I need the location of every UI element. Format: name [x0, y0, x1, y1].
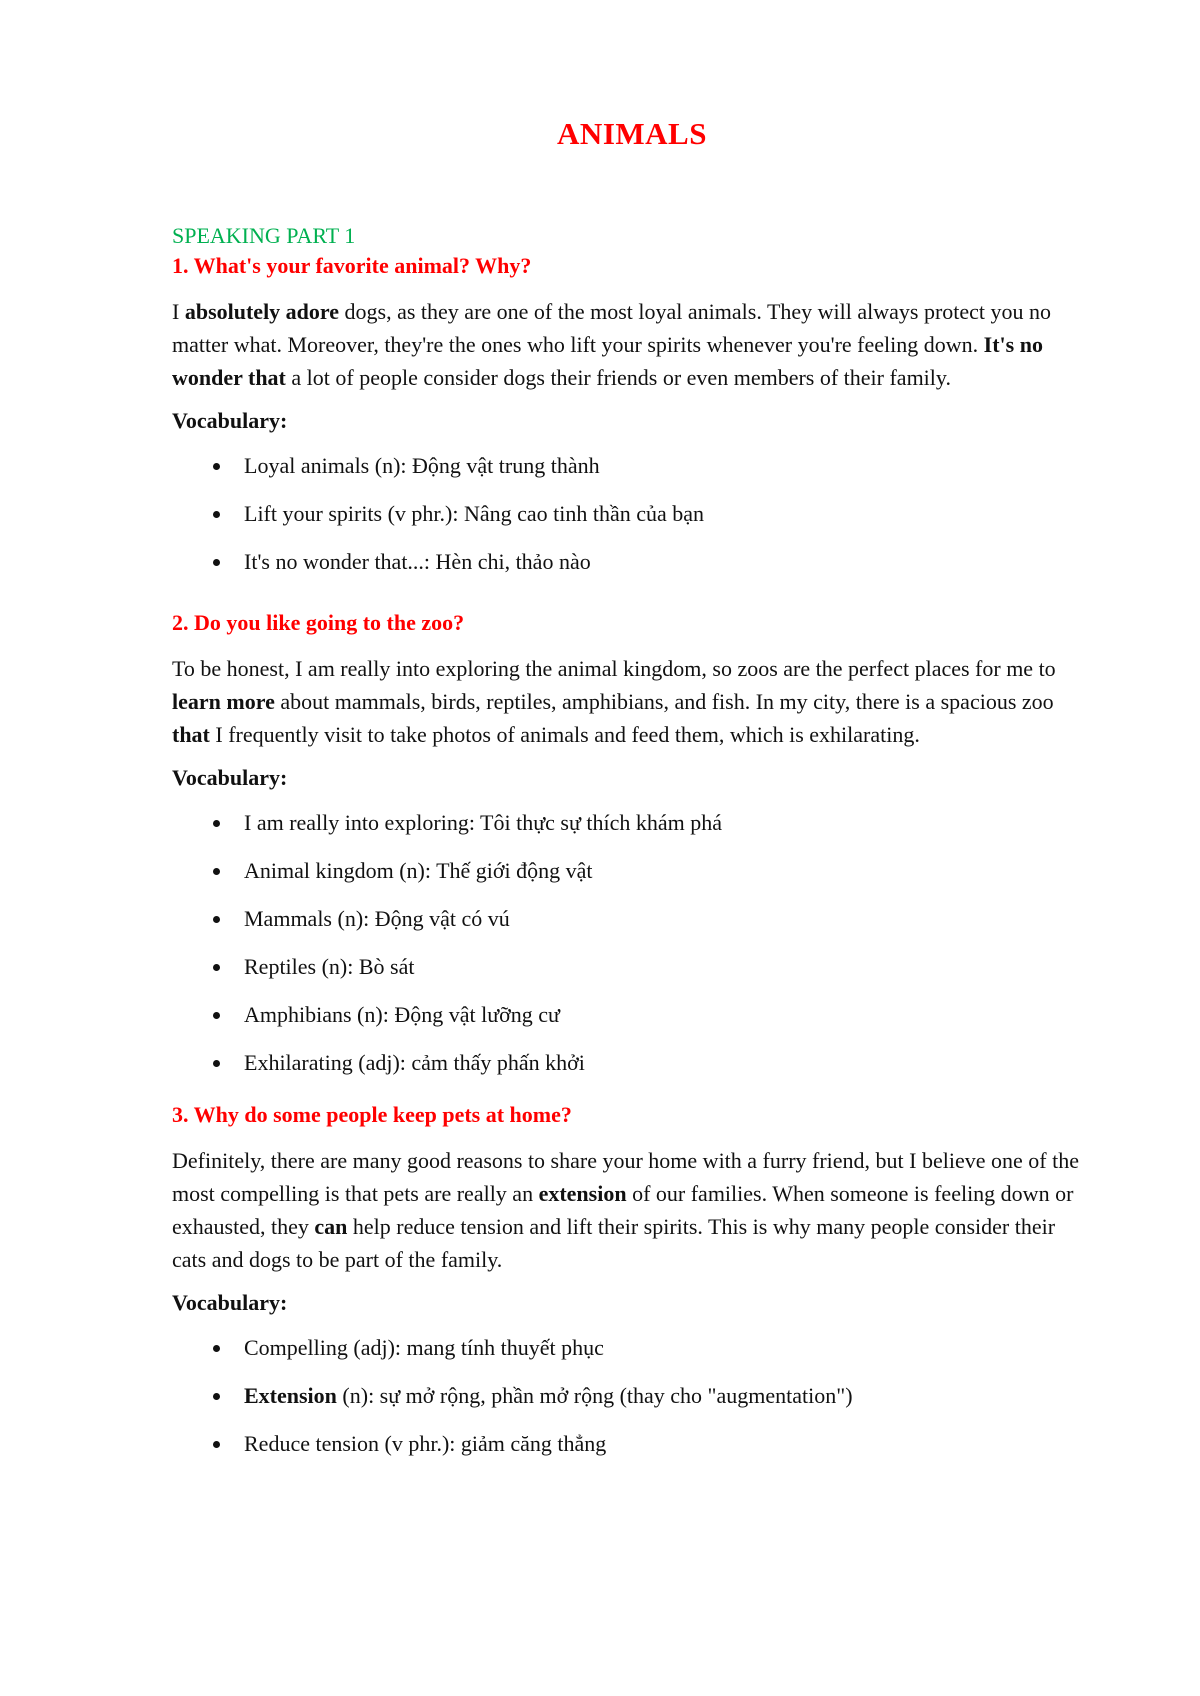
vocab-item	[172, 952, 1092, 1000]
bold-phrase: that	[172, 722, 210, 747]
text-run: Animal kingdom (n): Thế giới động vật	[244, 858, 593, 883]
answer-1	[172, 295, 1092, 394]
text-run: Mammals (n): Động vật có vú	[244, 906, 510, 931]
text-run: I frequently visit to take photos of animals and feed them, which is exhilarating.	[209, 722, 920, 747]
vocab-list-1	[172, 451, 1092, 595]
vocab-item	[172, 451, 1092, 499]
text-run: help reduce tension and lift their spirits. This is why many people consider their cats and dogs to be part of the family.	[172, 1214, 1056, 1272]
text-run: a lot of people consider dogs their friends or even members of their family.	[285, 365, 951, 390]
vocab-list-2	[172, 808, 1092, 1096]
bullet-icon	[213, 916, 220, 923]
vocab-list-3	[172, 1333, 1092, 1477]
bullet-icon	[213, 1012, 220, 1019]
vocab-item	[172, 904, 1092, 952]
question-3: 3. Why do some people keep pets at home?	[172, 1102, 572, 1127]
bold-phrase: extension	[538, 1181, 627, 1206]
text-run: Loyal animals (n): Động vật trung thành	[244, 453, 600, 478]
bullet-icon	[213, 559, 220, 566]
text-run: Compelling (adj): mang tính thuyết phục	[244, 1335, 604, 1360]
section-2	[172, 608, 1092, 1096]
bold-phrase: can	[314, 1214, 348, 1239]
answer-3	[172, 1144, 1092, 1276]
bullet-icon	[213, 868, 220, 875]
section-3	[172, 1100, 1092, 1477]
bullet-icon	[213, 463, 220, 470]
text-run: Definitely, there are many good reasons to share your home with a furry friend, but I believe one of the most compelling is that pets are really an	[172, 1148, 1079, 1206]
answer-2	[172, 652, 1092, 751]
bullet-icon	[213, 1393, 220, 1400]
bullet-icon	[213, 1345, 220, 1352]
text-run: To be honest, I am really into exploring the animal kingdom, so zoos are the perfect places for me to	[172, 656, 1056, 681]
question-2: 2. Do you like going to the zoo?	[172, 610, 465, 635]
text-run: It's no wonder that...: Hèn chi, thảo nào	[244, 549, 591, 574]
vocab-item	[172, 1429, 1092, 1477]
text-run: (n): sự mở rộng, phần mở rộng (thay cho "augmentation")	[336, 1383, 853, 1408]
bullet-icon	[213, 964, 220, 971]
bold-phrase: Extension	[244, 1383, 337, 1408]
question-1: 1. What's your favorite animal? Why?	[172, 253, 532, 278]
vocab-item	[172, 1000, 1092, 1048]
text-run: Amphibians (n): Động vật lưỡng cư	[244, 1002, 560, 1027]
bold-phrase: It's no wonder that	[172, 332, 1043, 390]
vocab-item	[172, 1381, 1092, 1429]
text-run: Reptiles (n): Bò sát	[244, 954, 415, 979]
text-run: Exhilarating (adj): cảm thấy phấn khởi	[244, 1050, 585, 1075]
vocab-label-2: Vocabulary:	[172, 765, 288, 790]
text-run: about mammals, birds, reptiles, amphibians, and fish. In my city, there is a spacious zoo	[274, 689, 1054, 714]
bullet-icon	[213, 1441, 220, 1448]
vocab-label-3: Vocabulary:	[172, 1290, 288, 1315]
document-title: ANIMALS	[557, 116, 707, 151]
text-run: dogs, as they are one of the most loyal animals. They will always protect you no matter what. Moreover, they're the ones who lift your spirits whenever you're feeling down.	[172, 299, 1052, 357]
bullet-icon	[213, 511, 220, 518]
vocab-item	[172, 856, 1092, 904]
text-run: I am really into exploring: Tôi thực sự thích khám phá	[244, 810, 723, 835]
vocab-item	[172, 499, 1092, 547]
vocab-item	[172, 1333, 1092, 1381]
vocab-item	[172, 547, 1092, 595]
bold-phrase: absolutely adore	[184, 299, 340, 324]
bullet-icon	[213, 1060, 220, 1067]
vocab-item	[172, 808, 1092, 856]
text-run: Lift your spirits (v phr.): Nâng cao tinh thần của bạn	[244, 501, 705, 526]
text-run: of our families. When someone is feeling down or exhausted, they	[172, 1181, 1074, 1239]
bullet-icon	[213, 820, 220, 827]
bold-phrase: learn more	[172, 689, 275, 714]
part-heading: SPEAKING PART 1	[172, 223, 356, 248]
vocab-item	[172, 1048, 1092, 1096]
vocab-label-1: Vocabulary:	[172, 408, 288, 433]
text-run: Reduce tension (v phr.): giảm căng thẳng	[244, 1431, 607, 1456]
text-run: I	[172, 299, 185, 324]
section-1	[172, 251, 1092, 595]
